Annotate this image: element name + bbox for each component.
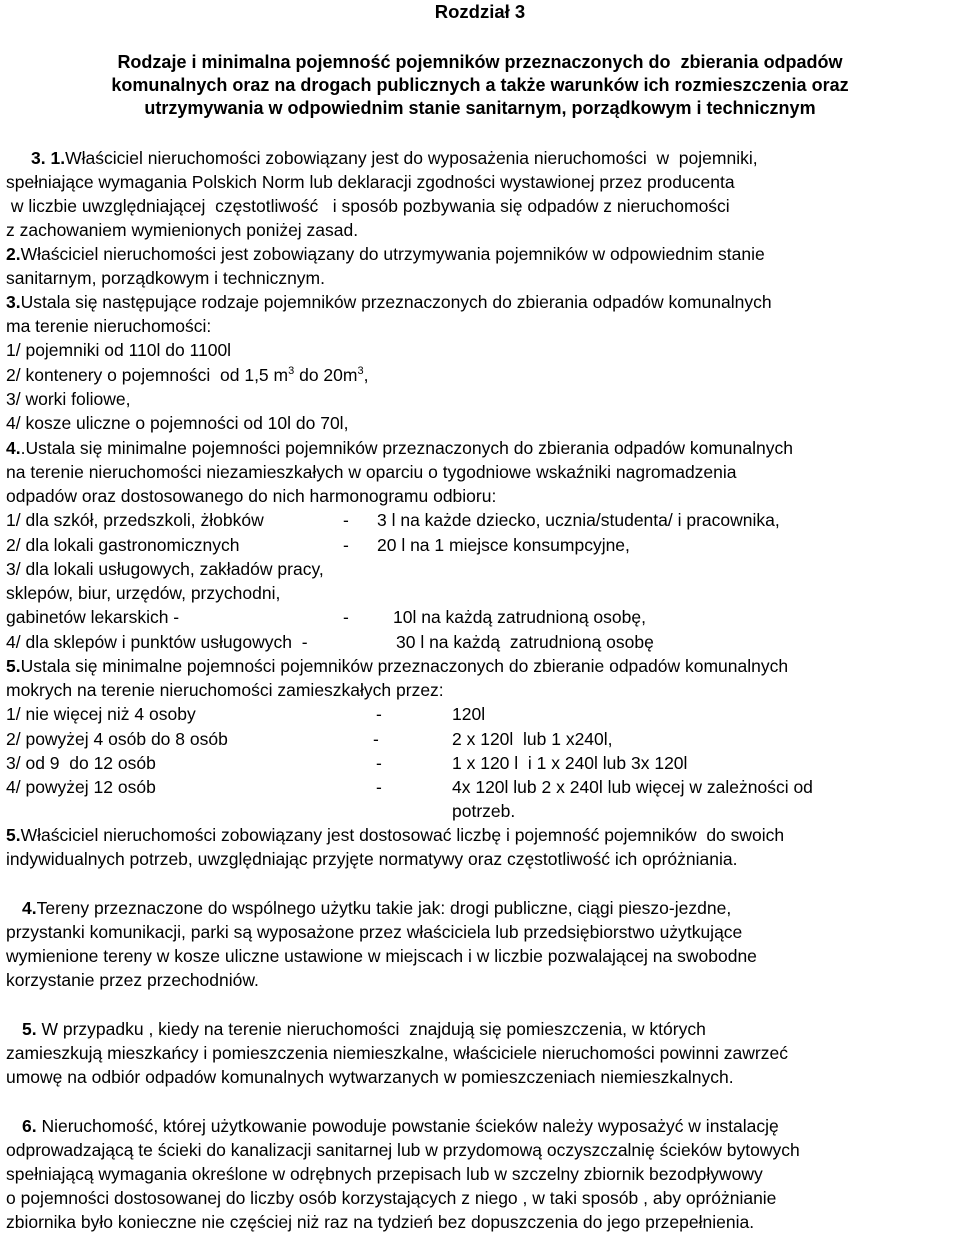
s3-p2-line-1: 2.Właściciel nieruchomości jest zobowiązany do utrzymywania pojemników w odpowiednim stanie [6, 244, 765, 264]
s3-p4-row-1-dash: - [343, 510, 349, 530]
s3-p2-line-2: sanitarnym, porządkowym i technicznym. [6, 268, 325, 288]
s3-p1-line-3: w liczbie uwzględniającej częstotliwość i sposób pozbywania się odpadów z nieruchomości [6, 196, 730, 216]
s3-p4-line-1: 4..Ustala się minimalne pojemności pojemników przeznaczonych do zbierania odpadów komunalnych [6, 438, 793, 458]
s5-line-1: 5. W przypadku , kiedy na terenie nieruchomości znajdują się pomieszczenia, w których [22, 1019, 706, 1039]
s3-p5-line-2: mokrych na terenie nieruchomości zamieszkałych przez: [6, 680, 444, 700]
s3-p1-line-2: spełniające wymagania Polskich Norm lub deklaracji zgodności wystawionej przez producenta [6, 172, 735, 192]
s4-line-1: 4.Tereny przeznaczone do wspólnego użytku takie jak: drogi publiczne, ciągi pieszo-jezdne, [22, 898, 732, 918]
s3-p5-row-2-dash: - [373, 729, 379, 749]
section-heading-line-1: Rodzaje i minimalna pojemność pojemników przeznaczonych do zbierania odpadów [117, 52, 843, 72]
s3-p5-row-3-dash: - [376, 753, 382, 773]
s3-p4-line-3: odpadów oraz dostosowanego do nich harmonogramu odbioru: [6, 486, 497, 506]
s3-p6-line-1: 5.Właściciel nieruchomości zobowiązany jest dostosować liczbę i pojemność pojemników do swoich [6, 825, 785, 845]
s3-p4-row-4: 4/ dla sklepów i punktów usługowych - [6, 632, 308, 652]
chapter-title: Rozdział 3 [434, 1, 526, 22]
s3-p3-item-1: 1/ pojemniki od 110l do 1100l [6, 340, 232, 360]
s3-p5-row-1-value: 120l [452, 704, 486, 724]
s3-p5-row-1-dash: - [376, 704, 382, 724]
s3-p4-line-2: na terenie nieruchomości niezamieszkałych w oparciu o tygodniowe wskaźniki nagromadzenia [6, 462, 737, 482]
s6-number: 6. [22, 1116, 37, 1136]
s3-p3-line-2: ma terenie nieruchomości: [6, 316, 212, 336]
s6-line-4: o pojemności dostosowanej do liczby osób korzystających z niego , w taki sposób , aby opróżnianie [6, 1188, 777, 1208]
s4-line-3: wymienione tereny w kosze uliczne ustawione w miejscach i w liczbie pozwalającej na swobodne [6, 946, 757, 966]
s3-p5-row-3: 3/ od 9 do 12 osób [6, 753, 156, 773]
s6-line-1: 6. Nieruchomość, której użytkowanie powoduje powstanie ścieków należy wyposażyć w instalację [22, 1116, 779, 1136]
s3-p4-row-3-value: 10l na każdą zatrudnioną osobę, [393, 607, 646, 627]
s3-p3-line-1: 3.Ustala się następujące rodzaje pojemników przeznaczonych do zbierania odpadów komunalnych [6, 292, 772, 312]
s4-line-4: korzystanie przez przechodniów. [6, 970, 259, 990]
s4-number: 4. [22, 898, 37, 918]
s3-p5-row-4-dash: - [376, 777, 382, 797]
s3-p1-line-1: 3. 1.Właściciel nieruchomości zobowiązany jest do wyposażenia nieruchomości w pojemniki, [31, 148, 758, 168]
s3-p5-row-2: 2/ powyżej 4 osób do 8 osób [6, 729, 228, 749]
s3-p3-item-2: 2/ kontenery o pojemności od 1,5 $m^3$ do $20m^3$, [6, 365, 369, 385]
s3-p4-row-3-line-3: gabinetów lekarskich - [6, 607, 180, 627]
s3-number: 3. 1. [31, 148, 66, 168]
s3-p5-row-4: 4/ powyżej 12 osób [6, 777, 156, 797]
section-heading-line-2: komunalnych oraz na drogach publicznych a także warunków ich rozmieszczenia oraz [111, 75, 849, 95]
s6-line-5: zbiornika było konieczne nie częściej niż raz na tydzień bez dopuszczenia do jego przepełnienia. [6, 1212, 755, 1232]
s3-p4-row-1: 1/ dla szkół, przedszkoli, żłobków [6, 510, 264, 530]
s3-p5-row-2-value: 2 x 120l lub 1 x240l, [452, 729, 613, 749]
s3-p4-row-4-value: 30 l na każdą zatrudnioną osobę [396, 632, 654, 652]
s6-line-3: spełniającą wymagania określone w odrębnych przepisach lub w szczelny zbiornik bezodpływowy [6, 1164, 763, 1184]
s3-p4-row-3-dash: - [343, 607, 349, 627]
s3-p3-item-4: 4/ kosze uliczne o pojemności od 10l do 70l, [6, 413, 349, 433]
s3-p6-line-2: indywidualnych potrzeb, uwzględniając przyjęte normatywy oraz częstotliwość ich opróżniania. [6, 849, 738, 869]
section-heading-line-3: utrzymywania w odpowiednim stanie sanitarnym, porządkowym i technicznym [144, 98, 816, 118]
s3-p5-row-3-value: 1 x 120 l i 1 x 240l lub 3x 120l [452, 753, 688, 773]
s3-p4-row-3-line-2: sklepów, biur, urzędów, przychodni, [6, 583, 281, 603]
s3-p1-line-4: z zachowaniem wymienionych poniżej zasad. [6, 220, 359, 240]
s3-p4-row-1-value: 3 l na każde dziecko, ucznia/studenta/ i pracownika, [377, 510, 780, 530]
s3-p4-row-2-dash: - [343, 535, 349, 555]
s3-p5-line-1: 5.Ustala się minimalne pojemności pojemników przeznaczonych do zbieranie odpadów komunalnych [6, 656, 789, 676]
s3-p5-row-4-value: 4x 120l lub 2 x 240l lub więcej w zależności od [452, 777, 813, 797]
s6-line-2: odprowadzającą te ścieki do kanalizacji sanitarnej lub w przydomową oczyszczalnię ścieków bytowych [6, 1140, 800, 1160]
s3-p4-row-2-value: 20 l na 1 miejsce konsumpcyjne, [377, 535, 630, 555]
s3-p4-row-3-line-1: 3/ dla lokali usługowych, zakładów pracy, [6, 559, 324, 579]
s5-line-3: umowę na odbiór odpadów komunalnych wytwarzanych w pomieszczeniach niemieszkalnych. [6, 1067, 734, 1087]
s3-p5-row-4-cont: potrzeb. [452, 801, 516, 821]
s3-p3-item-3: 3/ worki foliowe, [6, 389, 131, 409]
s4-line-2: przystanki komunikacji, parki są wyposażone przez właściciela lub przedsiębiorstwo użytkujące [6, 922, 743, 942]
s5-line-2: zamieszkują mieszkańcy i pomieszczenia niemieszkalne, właściciele nieruchomości powinni zawrzeć [6, 1043, 788, 1063]
s3-p4-row-2: 2/ dla lokali gastronomicznych [6, 535, 240, 555]
s3-p5-row-1: 1/ nie więcej niż 4 osoby [6, 704, 196, 724]
s5-number: 5. [22, 1019, 37, 1039]
